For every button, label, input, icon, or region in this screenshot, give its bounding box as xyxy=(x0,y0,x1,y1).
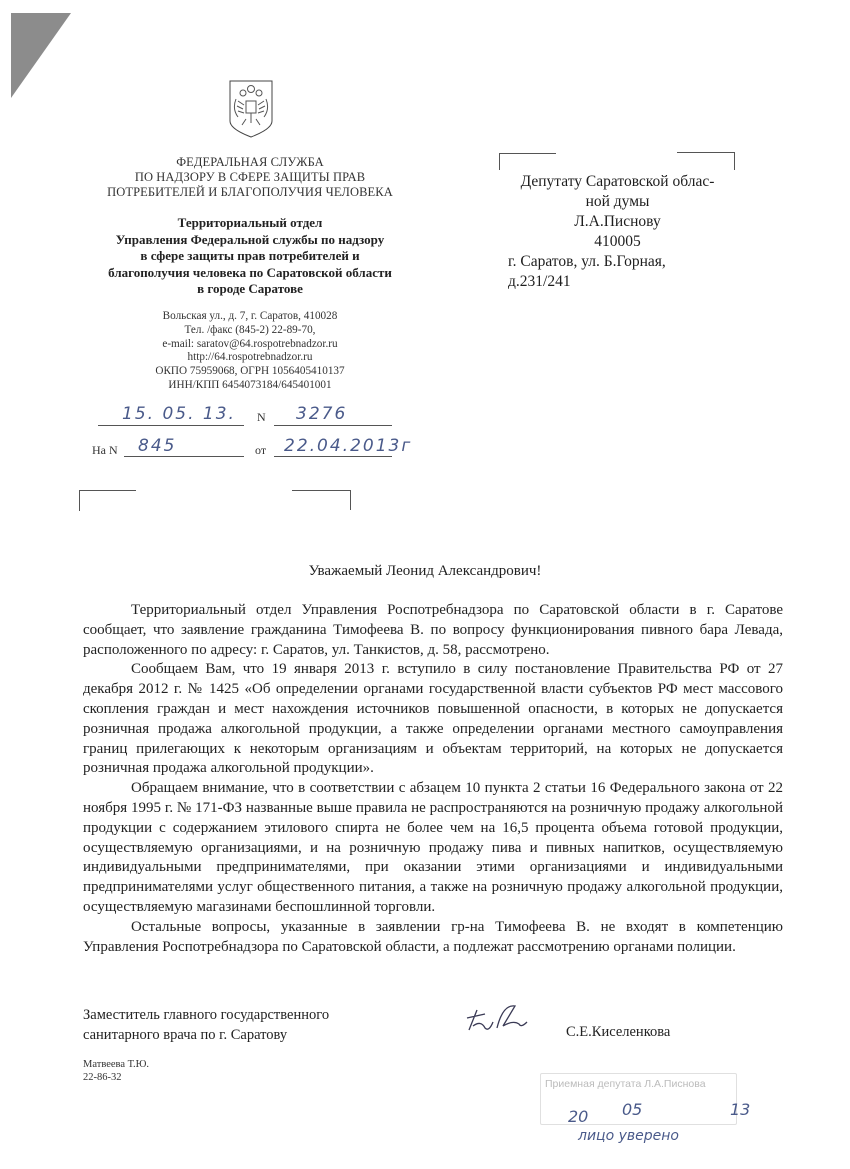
recipient-position-cont: ной думы xyxy=(585,193,650,210)
department-title: Территориальный отдел Управления Федеральной службы по надзору в сфере защиты прав потребителей и благополучия человека по Саратовской области в городе Саратове xyxy=(108,215,392,296)
recipient-bracket-right xyxy=(677,152,735,170)
outgoing-number-field xyxy=(274,404,392,426)
body-paragraph: Остальные вопросы, указанные в заявлении гр-на Тимофеева В. не входят в компетенцию Управления Роспотребнадзора по Саратовской области, а подлежат рассмотрению органами полиции. xyxy=(83,918,783,955)
recipient-name: Л.А.Писнову xyxy=(574,213,661,230)
email: e-mail: saratov@64.rospotrebnadzor.ru xyxy=(162,337,338,350)
outgoing-date: 15. 05. 13. xyxy=(122,404,236,424)
recipient-block xyxy=(500,172,735,292)
executor-phone: 22-86-32 xyxy=(83,1072,122,1083)
signer-title: Заместитель главного государственного санитарного врача по г. Саратову xyxy=(83,1007,330,1043)
recipient-postcode: 410005 xyxy=(594,233,641,250)
letter-body xyxy=(83,601,783,957)
website: http://64.rospotrebnadzor.ru xyxy=(187,351,313,364)
greeting: Уважаемый Леонид Александрович! xyxy=(308,563,542,579)
executor-name: Матвеева Т.Ю. xyxy=(83,1059,150,1070)
ref-date-field xyxy=(274,436,413,457)
body-paragraph: Территориальный отдел Управления Роспотребнадзора по Саратовской области в г. Саратове сообщает, что заявление гражданина Тимофеева В. по вопросу функционирования пивного бара Левада, расположенного по адресу: г. Саратов, ул. Танкистов, д. 58, рассмотрено. xyxy=(83,602,783,658)
handwritten-signature-icon xyxy=(463,1000,553,1036)
subject-bracket-right xyxy=(292,490,351,510)
inn-kpp: ИНН/КПП 6454073184/645401001 xyxy=(168,378,332,391)
number-label: N xyxy=(257,410,266,424)
okpo-ogrn: ОКПО 75959068, ОГРН 1056405410137 xyxy=(155,365,345,378)
ref-date-label: от xyxy=(255,443,267,457)
ref-number-field xyxy=(124,438,244,457)
outgoing-date-field xyxy=(98,404,244,426)
ref-number-label: На N xyxy=(92,443,118,457)
body-paragraph: Сообщаем Вам, что 19 января 2013 г. вступило в силу постановление Правительства РФ от 27 декабря 2012 г. № 1425 «Об определении органами государственной власти субъектов РФ мест массового скопления граждан и мест нахождения источников повышенной опасности, в которых не допускается розничная продажа алкогольной продукции, а также определении органами местного самоуправления границ прилегающих к некоторым организациям и объектам территорий, на которых не допускается розничная продажа алкогольной продукции». xyxy=(83,661,783,777)
subject-bracket-left xyxy=(79,490,136,511)
body-paragraph: Обращаем внимание, что в соответствии с абзацем 10 пункта 2 статьи 16 Федерального закона от 22 ноября 1995 г. № 171-ФЗ названные выше правила не распространяются на розничную продажу алкогольной продукции с содержанием этилового спирта не более чем на 16,5 процента объема готовой продукции, осуществляемую организациями, и на розничную продажу пива и пивных напитков, осуществляемую индивидуальными предпринимателями, при оказании этими организациями и индивидуальными предпринимателями услуг общественного питания, а также на розничную продажу алкогольной продукции, осуществляемую магазинами беспошлинной торговли. xyxy=(83,780,783,915)
service-title: ФЕДЕРАЛЬНАЯ СЛУЖБА ПО НАДЗОРУ В СФЕРЕ ЗАЩИТЫ ПРАВ ПОТРЕБИТЕЛЕЙ И БЛАГОПОЛУЧИЯ ЧЕЛОВЕКА xyxy=(107,155,393,199)
scan-corner-mark xyxy=(11,13,71,98)
outgoing-number: 3276 xyxy=(296,404,348,424)
recipient-street: г. Саратов, ул. Б.Горная, xyxy=(508,253,666,270)
stamp-note: лицо уверено xyxy=(578,1128,679,1144)
stamp-year: 13 xyxy=(730,1100,751,1119)
recipient-house: д.231/241 xyxy=(508,273,571,290)
signer-name: С.Е.Киселенкова xyxy=(566,1024,671,1040)
russian-coat-of-arms-icon xyxy=(228,79,274,139)
phone-fax: Тел. /факс (845-2) 22-89-70, xyxy=(184,323,316,336)
contact-details xyxy=(80,310,420,393)
ref-date: 22.04.2013г xyxy=(284,436,413,456)
stamp-day: 20 xyxy=(568,1107,589,1126)
address: Вольская ул., д. 7, г. Саратов, 410028 xyxy=(162,310,338,322)
recipient-position: Депутату Саратовской облас- xyxy=(520,173,715,190)
executor-info xyxy=(83,1058,149,1084)
ref-number: 845 xyxy=(138,436,177,456)
recipient-bracket-left xyxy=(499,153,556,170)
stamp-month: 05 xyxy=(622,1100,643,1119)
stamp-printed-text: Приемная депутата Л.А.Писнова xyxy=(545,1078,706,1090)
